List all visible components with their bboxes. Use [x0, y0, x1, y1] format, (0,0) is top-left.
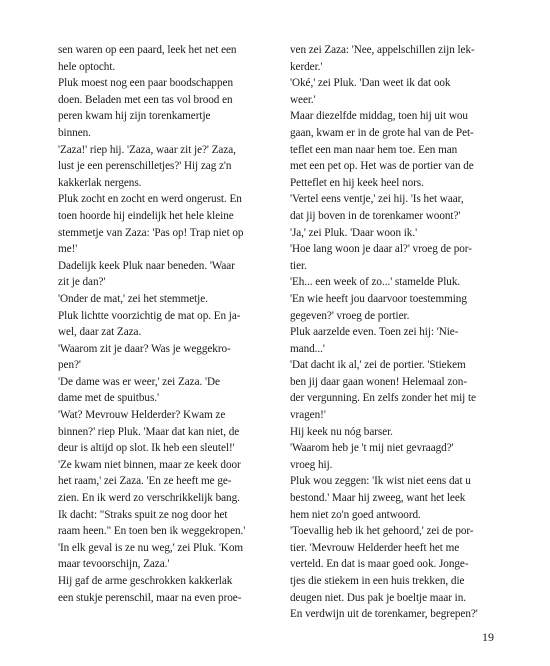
text-line: 'In elk geval is ze nu weg,' zei Pluk. 'Kom [58, 541, 244, 554]
text-line: 'Ja,' zei Pluk. 'Daar woon ik.' [290, 226, 418, 239]
text-line: 'Hoe lang woon je daar al?' vroeg de por- [290, 243, 472, 256]
text-line: 'Waarom zit je daar? Was je weggekro- [58, 342, 231, 355]
text-line: der vergunning. En zelfs zonder het mij te [290, 392, 476, 405]
text-line: 'Wat? Mevrouw Helderder? Kwam ze [58, 409, 226, 422]
text-line: dame met de spuitbus.' [58, 392, 159, 405]
text-line: pen?' [58, 359, 81, 372]
text-line: 'Oké,' zei Pluk. 'Dan weet ik dat ook [290, 77, 451, 90]
text-line: hem niet zo'n goed antwoord. [290, 508, 421, 521]
text-line: weer.' [290, 93, 316, 106]
text-line: hele optocht. [58, 60, 116, 73]
text-line: vragen!' [290, 409, 326, 422]
text-line: kakkerlak nergens. [58, 176, 142, 189]
text-line: tier. 'Mevrouw Helderder heeft het me [290, 541, 460, 554]
text-line: toen hoorde hij eindelijk het hele kleine [58, 209, 234, 222]
text-line: ben jij daar gaan wonen! Helemaal zon- [290, 375, 468, 388]
text-line: Pluk aarzelde even. Toen zei hij: 'Nie- [290, 326, 459, 339]
text-line: Maar diezelfde middag, toen hij uit wou [290, 110, 468, 123]
text-line: verteld. En dat is maar goed ook. Jonge- [290, 558, 469, 571]
text-line: met een pet op. Het was de portier van de [290, 160, 474, 173]
text-line: doen. Beladen met een tas vol brood en [58, 93, 233, 106]
text-line: Hij keek nu nóg barser. [290, 425, 393, 438]
text-line: Pluk lichtte voorzichtig de mat op. En ja- [58, 309, 241, 322]
text-line: maar tevoorschijn, Zaza.' [58, 558, 170, 571]
text-line: mand...' [290, 342, 325, 355]
text-line: 'En wie heeft jou daarvoor toestemming [290, 292, 467, 305]
text-line: 'De dame was er weer,' zei Zaza. 'De [58, 375, 220, 388]
text-line: Dadelijk keek Pluk naar beneden. 'Waar [58, 259, 235, 272]
text-line: gaan, kwam er in de grote hal van de Pet- [290, 126, 474, 139]
text-line: teflet een man naar hem toe. Een man [290, 143, 458, 156]
text-line: Hij gaf de arme geschrokken kakkerlak [58, 575, 233, 587]
text-line: Pluk zocht en zocht en werd ongerust. En [58, 193, 242, 206]
text-line: 'Dat dacht ik al,' zei de portier. 'Stiekem [290, 359, 466, 372]
text-line: 'Vertel eens ventje,' zei hij. 'Is het waar, [290, 193, 464, 206]
text-line: 'Onder de mat,' zei het stemmetje. [58, 292, 208, 305]
text-line: gegeven?' vroeg de portier. [290, 309, 410, 322]
text-line: 'Eh... een week of zo...' stamelde Pluk. [290, 276, 461, 289]
text-line: Pluk moest nog een paar boodschappen [58, 77, 233, 90]
text-line: zit je dan?' [58, 276, 106, 289]
text-line: stemmetje van Zaza: 'Pas op! Trap niet op [58, 226, 244, 239]
text-line: deur is altijd op slot. Ik heb een sleutel!' [58, 442, 235, 455]
text-line: tier. [290, 259, 307, 272]
page-number: 19 [482, 630, 494, 644]
text-line: dat jij boven in de torenkamer woont?' [290, 209, 461, 222]
text-line: sen waren op een paard, leek het net een [58, 44, 237, 56]
left-text-column [58, 42, 288, 606]
text-line: wel, daar zat Zaza. [58, 326, 142, 339]
text-line: kerder.' [290, 60, 323, 73]
text-line: binnen?' riep Pluk. 'Maar dat kan niet, de [58, 425, 240, 438]
text-line: 'Ze kwam niet binnen, maar ze keek door [58, 458, 241, 471]
text-line: deugen niet. Dus pak je boeltje maar in. [290, 591, 467, 604]
text-line: Petteflet en hij keek heel nors. [290, 176, 424, 189]
text-line: lust je een perenschilletjes?' Hij zag z'n [58, 160, 232, 173]
text-line: het raam,' zei Zaza. 'En ze heeft me ge- [58, 475, 232, 488]
text-line: bestond.' Maar hij zweeg, want het leek [290, 492, 466, 505]
text-line: 'Zaza!' riep hij. 'Zaza, waar zit je?' Zaza, [58, 143, 236, 156]
text-line: En verdwijn uit de torenkamer, begrepen?' [290, 608, 478, 621]
text-line: Ik dacht: "Straks spuit ze nog door het [58, 508, 228, 521]
text-line: ven zei Zaza: 'Nee, appelschillen zijn lek- [290, 44, 475, 56]
text-line: raam heen." En toen ben ik weggekropen.' [58, 525, 246, 538]
text-line: tjes die stiekem in een huis trekken, die [290, 575, 465, 587]
text-line: 'Toevallig heb ik het gehoord,' zei de por- [290, 525, 474, 538]
text-line: peren kwam hij zijn torenkamertje [58, 110, 211, 123]
right-text-column [290, 42, 520, 623]
text-line: binnen. [58, 126, 91, 139]
text-line: een stukje perenschil, maar na even proe- [58, 591, 242, 604]
text-line: 'Waarom heb je 't mij niet gevraagd?' [290, 442, 454, 455]
text-line: vroeg hij. [290, 458, 333, 471]
text-line: me!' [58, 243, 78, 256]
text-line: zien. En ik werd zo verschrikkelijk bang. [58, 492, 240, 505]
text-line: Pluk wou zeggen: 'Ik wist niet eens dat u [290, 475, 471, 488]
